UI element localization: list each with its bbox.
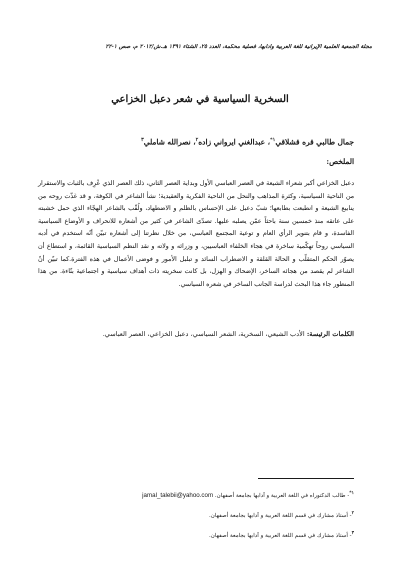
author-name: جمال طالبي قره قشلاقي: [275, 137, 354, 147]
author-line: جمال طالبي قره قشلاقي$^{١*}$، عبدالغني ايرواني زاده$^٢$، نصرالله شاملي$^٣$: [141, 137, 354, 147]
footnote-divider: [258, 478, 354, 479]
keywords: [38, 328, 354, 340]
author-name: نصرالله شاملي: [143, 137, 191, 147]
footnote-mark: ٢: [351, 510, 354, 516]
author-mark: ٣: [141, 137, 144, 143]
footnote-text: - أستاذ مشارك في قسم اللغة العربية و آدابها بجامعة أصفهان.: [208, 512, 352, 519]
footnotes: [110, 490, 354, 550]
footnote: [110, 490, 354, 500]
author-name: عبدالغني ايرواني زاده: [198, 137, 266, 147]
footnote-mark: ٣: [351, 530, 354, 536]
keywords-list: الأدب الشيعي، السخرية، الشعر السياسي، دعبل الخزاعي، العصر العباسي.: [102, 330, 305, 338]
footnote: [110, 530, 354, 540]
abstract-heading: الملخص:: [326, 157, 354, 166]
footnote-mark: ١*: [349, 491, 354, 496]
abstract-paragraph: دعبل الخزاعي أكبر شعراء الشيعة في العصر العباسي الأول وبداية العصر الثاني، ذلك العصر الذي عُرِف بالثبات والاستقرار من الناحية السياسية، وكثرة المذاهب والنحل من الناحية الفكرية والعقيدية؛ نشأ الشاعر في الكوفة، و قد غذّت روحه من ينابيع الشيعة و انطبعت بطابعها؛ شبّ دعبل على الإحساس بالظلم و الاضطهاد، ولُقّب بالشاعر الهجّاء الذي حمل خشبته على عاتقه منذ خمسين سنة باحثاً عمّن يصلبه عليها. تصدّى الشاعر في كثير من أشعاره للانحراف و الأوضاع السياسية الفاسدة، و قام بتنوير الرأي العام و توعية المجتمع العباسي، من خلال نظرتنا إلى أشعاره تبيّن أنّه استخدم في أدبه السياسي روحاً تهكّمية ساخرة في هجاء الخلفاء العباسيين، و وزرائه و ولاته و نقد النظم السياسية القائمة، و استطاع أن يصوّر الحكم المتقلّب و الحالة القلقة و الاضطراب السائد و تبلبل الأمور و فوضى الأعمال في هذه الفترة.كما تبيّن أنّ الشاعر لم يقصد من هجائه الساخر، الإضحاك و الهزل، بل كانت سخريته ذات أهداف سياسية و اجتماعية بنّاءة. من هذا المنظور جاء هذا البحث لدراسة الجانب الساخر في شعره السياسي.: [38, 180, 354, 288]
keywords-label: الكلمات الرئيسة:: [306, 330, 354, 338]
footnote-text: - طالب الدكتوراه في اللغة العربية و آدابها بجامعة أصفهان.: [214, 492, 350, 499]
author-mark: ٢: [195, 137, 199, 143]
running-header: مجلة الجمعية العلمية الإيرانية للغة العربية وآدابها، فصلية محكمة، العدد ٢٥، الشتاء ١٣٩١ هـ.ش/٢٠١٢ م، صص ١-٢٢: [105, 44, 372, 50]
footnote-text: - أستاذ مشارك في قسم اللغة العربية و آدابها بجامعة أصفهان.: [208, 532, 352, 539]
footnote: [110, 510, 354, 520]
author-email: jamal_talebii@yahoo.com: [142, 491, 214, 499]
abstract-body: [38, 178, 354, 291]
paper-title: السخرية السياسية في شعر دعبل الخزاعي: [111, 94, 289, 105]
author-mark: ١*: [270, 137, 276, 143]
